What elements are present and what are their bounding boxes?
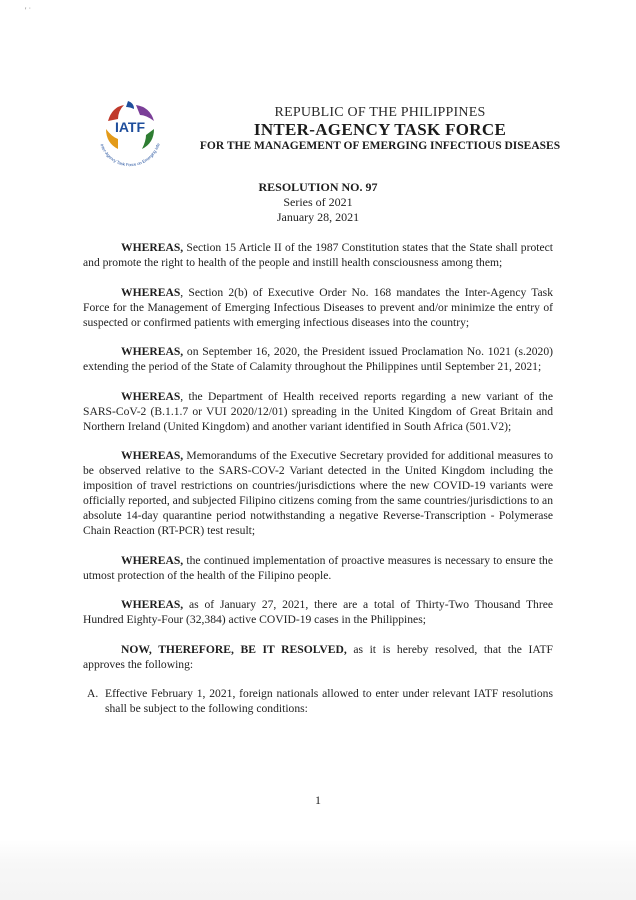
whereas-paragraph: WHEREAS, on September 16, 2020, the President issued Proclamation No. 1021 (s.2020) extending the period of the State of Calamity throughout the Philippines until September 21, 2021; xyxy=(83,345,553,373)
scan-bottom-shade xyxy=(0,840,636,900)
whereas-paragraph: WHEREAS, Memorandums of the Executive Secretary provided for additional measures to be observed relative to the SARS-COV-2 Variant detected in the United Kingdom including the imposition of travel restrictions on countries/jurisdictions where the new COVID-19 variants were officially reported, and subjected Filipino citizens coming from the same countries/jurisdictions to an absolute 14-day quarantine period notwithstanding a negative Reverse-Transcription - Polymerase Chain Reaction (RT-PCR) test result; xyxy=(83,449,553,537)
header-task-force: INTER-AGENCY TASK FORCE xyxy=(253,120,507,139)
iatf-logo-icon xyxy=(88,93,172,177)
list-item-label: A. xyxy=(87,687,99,700)
resolution-body xyxy=(83,240,553,716)
letterhead xyxy=(88,93,608,168)
resolution-date: January 28, 2021 xyxy=(276,210,360,224)
header-republic: REPUBLIC OF THE PHILIPPINES xyxy=(274,105,486,120)
logo-ring-text: Inter-Agency Task Force on Emerging Infe xyxy=(99,142,161,168)
logo-wordmark: IATF xyxy=(114,119,146,135)
whereas-paragraph: WHEREAS, Section 15 Article II of the 1987 Constitution states that the State shall protect and promote the right to health of the people and instill health consciousness among them; xyxy=(83,241,553,269)
resolution-heading xyxy=(0,180,636,225)
page-number: 1 xyxy=(315,793,321,807)
whereas-paragraph: WHEREAS, the Department of Health received reports regarding a new variant of the SARS-CoV-2 (B.1.1.7 or VUI 2020/12/01) spreading in the United Kingdom of Great Britain and Northern Ireland (United Kingdom) and another variant identified in South Africa (501.V2); xyxy=(83,389,553,433)
header-management: FOR THE MANAGEMENT OF EMERGING INFECTIOUS DISEASES xyxy=(199,140,561,152)
list-item-a xyxy=(83,686,553,716)
whereas-paragraph: WHEREAS, as of January 27, 2021, there are a total of Thirty-Two Thousand Three Hundred Eighty-Four (32,384) active COVID-19 cases in the Philippines; xyxy=(83,598,553,626)
whereas-paragraph: WHEREAS, Section 2(b) of Executive Order No. 168 mandates the Inter-Agency Task Force for the Management of Emerging Infectious Diseases to prevent and/or minimize the entry of suspected or confirmed patients with emerging infectious diseases into the country; xyxy=(83,285,553,329)
scan-artifact: ' ˙ xyxy=(25,6,32,15)
resolved-paragraph: NOW, THEREFORE, BE IT RESOLVED, as it is hereby resolved, that the IATF approves the following: xyxy=(83,642,554,671)
resolution-series: Series of 2021 xyxy=(283,195,353,209)
resolution-title: RESOLUTION NO. 97 xyxy=(258,180,378,194)
whereas-paragraph: WHEREAS, the continued implementation of proactive measures is necessary to ensure the utmost protection of the health of the Filipino people. xyxy=(83,553,553,582)
list-item-text: Effective February 1, 2021, foreign nationals allowed to enter under relevant IATF resolutions shall be subject to the following conditions: xyxy=(105,687,553,715)
